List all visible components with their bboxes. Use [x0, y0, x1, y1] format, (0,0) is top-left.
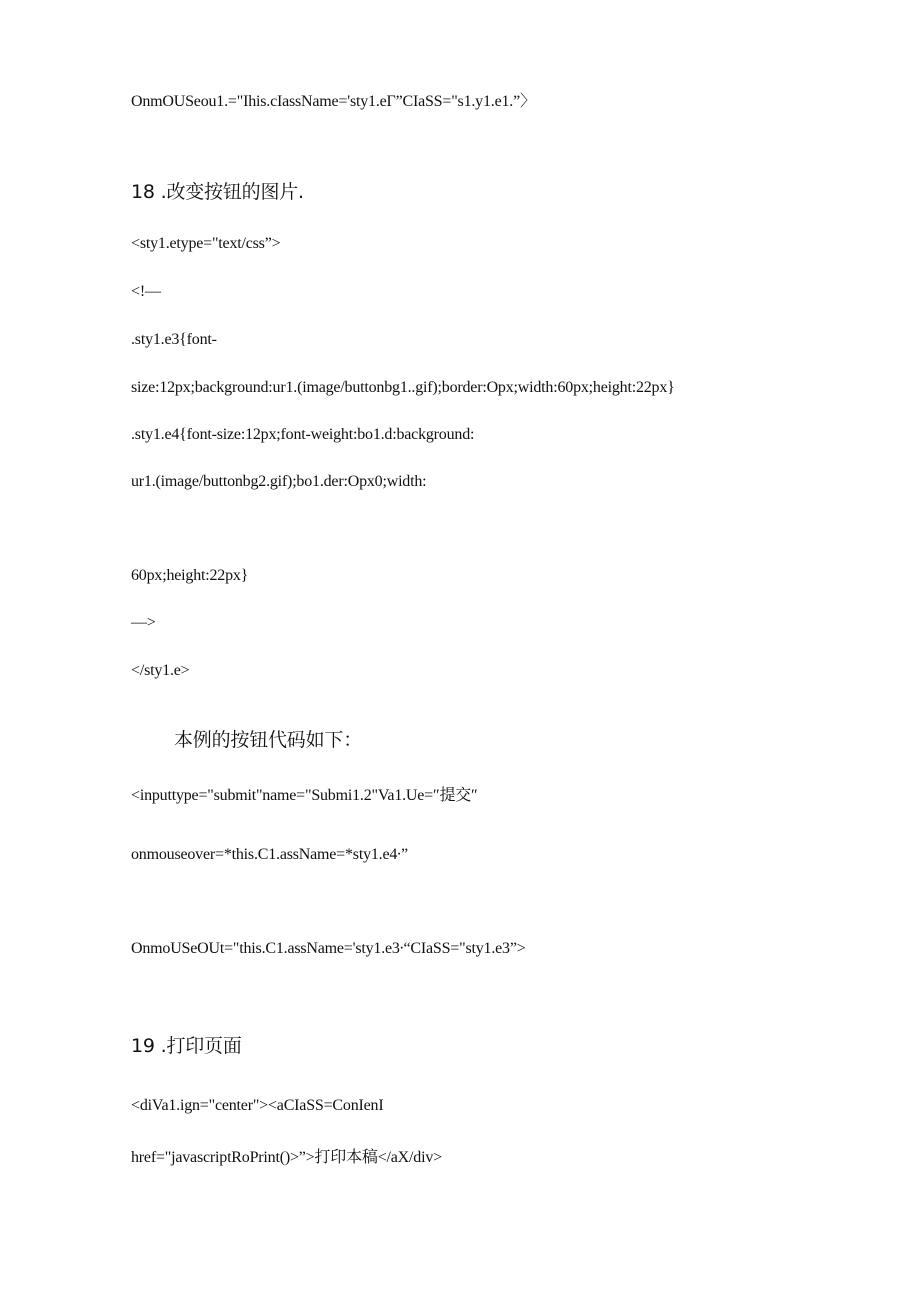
code-line: <sty1.etype="text/css”>: [131, 235, 281, 252]
code-line: onmouseover=*this.C1.assName=*sty1.e4∙”: [131, 846, 408, 863]
code-line: .sty1.e4{font-size:12px;font-weight:bo1.d:background:: [131, 426, 475, 443]
code-line: OnmoUSeOUt="this.C1.assName='sty1.e3∙“CIaSS="sty1.e3”>: [131, 940, 526, 957]
code-line: href="javascriptRoPrint()>”>打印本稿</aX/div>: [131, 1149, 442, 1166]
code-line: <diVa1.ign="center"><aCIaSS=ConIenI: [131, 1097, 384, 1114]
code-line: ur1.(image/buttonbg2.gif);bo1.der:Opx0;width:: [131, 473, 427, 490]
code-line: </sty1.e>: [131, 662, 190, 679]
intro-text: 本例的按钮代码如下：: [174, 729, 363, 751]
code-line: 60px;height:22px}: [131, 567, 249, 584]
code-line: <inputtype="submit"name="Submi1.2"Va1.Ue=″提交″: [131, 787, 478, 804]
section-heading: 18 .改变按钮的图片.: [131, 181, 304, 203]
code-line: OnmOUSeou1.="Ihis.cIassName='sty1.eΓ”CIaSS="s1.y1.e1.”〉: [131, 93, 536, 110]
code-line: .sty1.e3{font-: [131, 331, 217, 348]
code-line: <!—: [131, 283, 161, 300]
code-line: —>: [131, 614, 156, 631]
section-heading: 19 .打印页面: [131, 1035, 242, 1057]
code-line: size:12px;background:ur1.(image/buttonbg1..gif);border:Opx;width:60px;height:22px}: [131, 379, 675, 396]
